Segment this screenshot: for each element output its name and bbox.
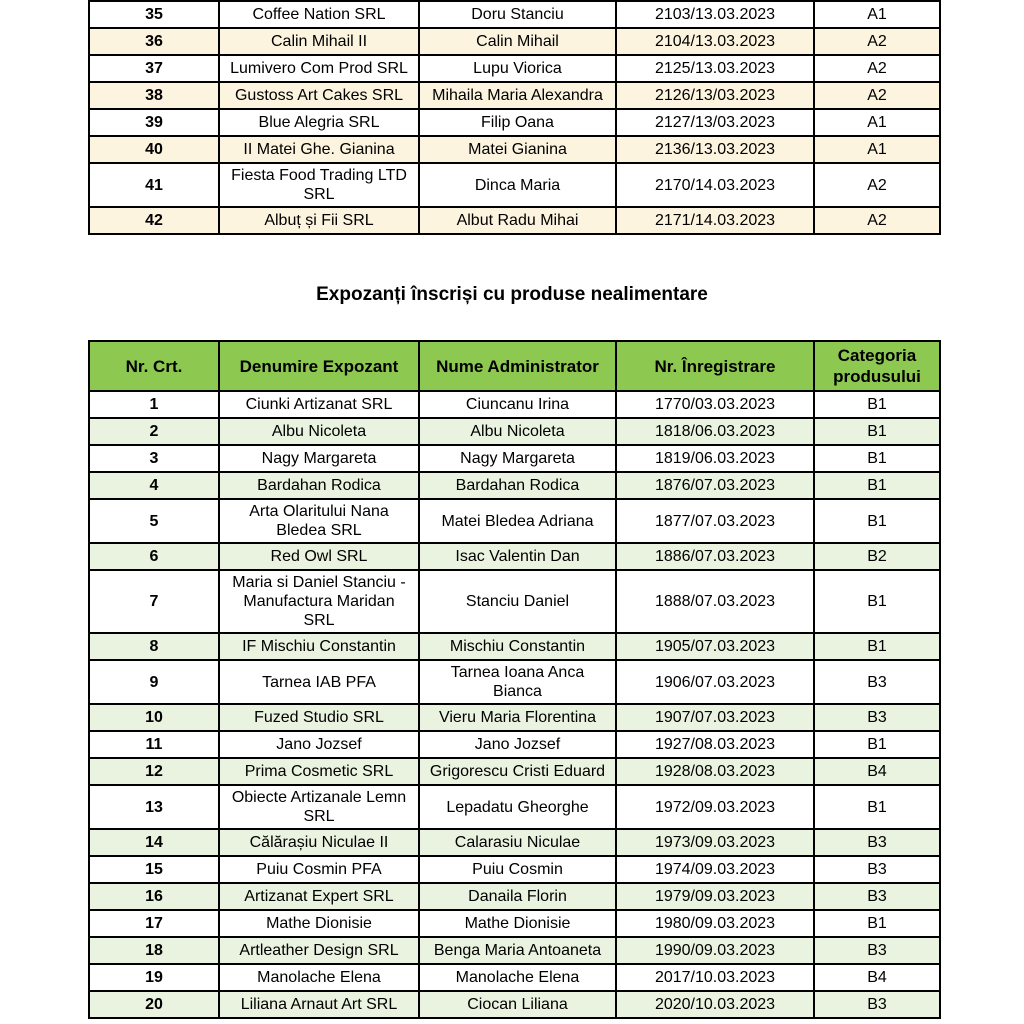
cell-nr-inregistrare: 1818/06.03.2023 [616, 418, 814, 445]
cell-nume-administrator: Benga Maria Antoaneta [419, 937, 616, 964]
cell-nume-administrator: Nagy Margareta [419, 445, 616, 472]
cell-denumire-expozant: Fuzed Studio SRL [219, 704, 419, 731]
cell-categoria-produsului: A2 [814, 55, 940, 82]
cell-denumire-expozant: Prima Cosmetic SRL [219, 758, 419, 785]
cell-nume-administrator: Matei Gianina [419, 136, 616, 163]
cell-denumire-expozant: Albuț și Fii SRL [219, 207, 419, 234]
cell-nr-inregistrare: 2017/10.03.2023 [616, 964, 814, 991]
cell-nume-administrator: Mischiu Constantin [419, 633, 616, 660]
table-row [89, 163, 940, 207]
cell-nr-crt: 37 [89, 55, 219, 82]
table-row [89, 570, 940, 633]
cell-denumire-expozant: Tarnea IAB PFA [219, 660, 419, 704]
cell-nr-crt: 12 [89, 758, 219, 785]
cell-categoria-produsului: B1 [814, 910, 940, 937]
cell-nume-administrator: Matei Bledea Adriana [419, 499, 616, 543]
cell-nume-administrator: Albut Radu Mihai [419, 207, 616, 234]
cell-nume-administrator: Stanciu Daniel [419, 570, 616, 633]
column-header-nr-crt: Nr. Crt. [89, 341, 219, 391]
column-header-denumire-expozant: Denumire Expozant [219, 341, 419, 391]
cell-nr-crt: 6 [89, 543, 219, 570]
cell-nr-crt: 5 [89, 499, 219, 543]
cell-nr-crt: 8 [89, 633, 219, 660]
cell-nume-administrator: Mathe Dionisie [419, 910, 616, 937]
table-row [89, 731, 940, 758]
cell-categoria-produsului: B1 [814, 445, 940, 472]
table-row [89, 418, 940, 445]
cell-nr-inregistrare: 1876/07.03.2023 [616, 472, 814, 499]
cell-denumire-expozant: Bardahan Rodica [219, 472, 419, 499]
cell-nr-inregistrare: 1927/08.03.2023 [616, 731, 814, 758]
cell-denumire-expozant: Red Owl SRL [219, 543, 419, 570]
cell-categoria-produsului: B1 [814, 570, 940, 633]
cell-categoria-produsului: B1 [814, 499, 940, 543]
cell-nr-crt: 20 [89, 991, 219, 1018]
food-products-table [88, 0, 941, 235]
cell-nr-inregistrare: 1819/06.03.2023 [616, 445, 814, 472]
cell-nr-inregistrare: 2104/13.03.2023 [616, 28, 814, 55]
cell-categoria-produsului: B3 [814, 704, 940, 731]
cell-nume-administrator: Danaila Florin [419, 883, 616, 910]
cell-nr-inregistrare: 1974/09.03.2023 [616, 856, 814, 883]
cell-nr-crt: 38 [89, 82, 219, 109]
column-header-nr-inregistrare: Nr. Înregistrare [616, 341, 814, 391]
cell-denumire-expozant: Calin Mihail II [219, 28, 419, 55]
cell-nume-administrator: Isac Valentin Dan [419, 543, 616, 570]
table-row [89, 109, 940, 136]
cell-categoria-produsului: B1 [814, 785, 940, 829]
cell-nr-inregistrare: 1886/07.03.2023 [616, 543, 814, 570]
cell-nr-crt: 10 [89, 704, 219, 731]
cell-denumire-expozant: Jano Jozsef [219, 731, 419, 758]
cell-nume-administrator: Grigorescu Cristi Eduard [419, 758, 616, 785]
cell-nr-inregistrare: 2136/13.03.2023 [616, 136, 814, 163]
cell-denumire-expozant: Fiesta Food Trading LTD SRL [219, 163, 419, 207]
cell-categoria-produsului: B4 [814, 758, 940, 785]
cell-denumire-expozant: Arta Olaritului Nana Bledea SRL [219, 499, 419, 543]
cell-nume-administrator: Doru Stanciu [419, 1, 616, 28]
cell-categoria-produsului: B3 [814, 829, 940, 856]
cell-nr-crt: 36 [89, 28, 219, 55]
cell-nume-administrator: Manolache Elena [419, 964, 616, 991]
cell-nume-administrator: Tarnea Ioana Anca Bianca [419, 660, 616, 704]
cell-nr-crt: 35 [89, 1, 219, 28]
cell-denumire-expozant: Puiu Cosmin PFA [219, 856, 419, 883]
cell-nr-inregistrare: 2171/14.03.2023 [616, 207, 814, 234]
table-row [89, 207, 940, 234]
cell-denumire-expozant: IF Mischiu Constantin [219, 633, 419, 660]
column-header-nume-administrator: Nume Administrator [419, 341, 616, 391]
cell-nr-inregistrare: 2020/10.03.2023 [616, 991, 814, 1018]
cell-denumire-expozant: Liliana Arnaut Art SRL [219, 991, 419, 1018]
table-row [89, 964, 940, 991]
cell-nr-inregistrare: 2125/13.03.2023 [616, 55, 814, 82]
cell-nr-inregistrare: 1990/09.03.2023 [616, 937, 814, 964]
cell-nr-inregistrare: 1972/09.03.2023 [616, 785, 814, 829]
cell-nr-inregistrare: 2170/14.03.2023 [616, 163, 814, 207]
cell-nume-administrator: Filip Oana [419, 109, 616, 136]
cell-nr-crt: 2 [89, 418, 219, 445]
cell-denumire-expozant: Nagy Margareta [219, 445, 419, 472]
nonfood-products-table [88, 340, 941, 1019]
cell-nume-administrator: Mihaila Maria Alexandra [419, 82, 616, 109]
cell-nr-crt: 18 [89, 937, 219, 964]
table-row [89, 785, 940, 829]
cell-categoria-produsului: B3 [814, 937, 940, 964]
cell-denumire-expozant: Blue Alegria SRL [219, 109, 419, 136]
cell-nr-inregistrare: 1907/07.03.2023 [616, 704, 814, 731]
table-row [89, 758, 940, 785]
cell-nr-inregistrare: 1928/08.03.2023 [616, 758, 814, 785]
cell-categoria-produsului: B1 [814, 731, 940, 758]
cell-nr-crt: 41 [89, 163, 219, 207]
cell-denumire-expozant: Maria si Daniel Stanciu - Manufactura Maridan SRL [219, 570, 419, 633]
cell-categoria-produsului: B3 [814, 856, 940, 883]
cell-categoria-produsului: B1 [814, 391, 940, 418]
cell-nr-inregistrare: 1877/07.03.2023 [616, 499, 814, 543]
cell-nr-crt: 9 [89, 660, 219, 704]
table-row [89, 136, 940, 163]
cell-nr-inregistrare: 2126/13/03.2023 [616, 82, 814, 109]
cell-denumire-expozant: Coffee Nation SRL [219, 1, 419, 28]
cell-categoria-produsului: B1 [814, 633, 940, 660]
table-row [89, 472, 940, 499]
cell-categoria-produsului: A1 [814, 136, 940, 163]
cell-nr-inregistrare: 1979/09.03.2023 [616, 883, 814, 910]
table-row [89, 937, 940, 964]
cell-nume-administrator: Jano Jozsef [419, 731, 616, 758]
table-row [89, 883, 940, 910]
cell-denumire-expozant: Lumivero Com Prod SRL [219, 55, 419, 82]
cell-nr-crt: 16 [89, 883, 219, 910]
cell-categoria-produsului: A1 [814, 1, 940, 28]
nonfood-table-body [89, 391, 940, 1018]
cell-nr-inregistrare: 1905/07.03.2023 [616, 633, 814, 660]
table-row [89, 991, 940, 1018]
table-row [89, 82, 940, 109]
table-row [89, 910, 940, 937]
cell-categoria-produsului: B1 [814, 472, 940, 499]
table-row [89, 829, 940, 856]
table-row [89, 1, 940, 28]
cell-categoria-produsului: A2 [814, 28, 940, 55]
cell-denumire-expozant: Manolache Elena [219, 964, 419, 991]
cell-categoria-produsului: B2 [814, 543, 940, 570]
cell-nume-administrator: Vieru Maria Florentina [419, 704, 616, 731]
cell-denumire-expozant: Mathe Dionisie [219, 910, 419, 937]
table-row [89, 660, 940, 704]
cell-categoria-produsului: B1 [814, 418, 940, 445]
cell-nr-inregistrare: 2127/13/03.2023 [616, 109, 814, 136]
cell-denumire-expozant: Artizanat Expert SRL [219, 883, 419, 910]
cell-denumire-expozant: Artleather Design SRL [219, 937, 419, 964]
cell-nume-administrator: Ciocan Liliana [419, 991, 616, 1018]
cell-denumire-expozant: Albu Nicoleta [219, 418, 419, 445]
table-row [89, 633, 940, 660]
table-row [89, 499, 940, 543]
cell-nr-crt: 7 [89, 570, 219, 633]
table-row [89, 445, 940, 472]
cell-nr-crt: 14 [89, 829, 219, 856]
cell-nr-inregistrare: 1888/07.03.2023 [616, 570, 814, 633]
cell-denumire-expozant: II Matei Ghe. Gianina [219, 136, 419, 163]
cell-nr-crt: 19 [89, 964, 219, 991]
cell-nr-crt: 42 [89, 207, 219, 234]
cell-nume-administrator: Albu Nicoleta [419, 418, 616, 445]
cell-nume-administrator: Calin Mihail [419, 28, 616, 55]
cell-nume-administrator: Calarasiu Niculae [419, 829, 616, 856]
table-row [89, 28, 940, 55]
cell-categoria-produsului: A2 [814, 163, 940, 207]
cell-nr-crt: 3 [89, 445, 219, 472]
cell-categoria-produsului: A2 [814, 82, 940, 109]
cell-nr-inregistrare: 1906/07.03.2023 [616, 660, 814, 704]
cell-nr-crt: 4 [89, 472, 219, 499]
header-row [89, 341, 940, 391]
cell-nr-crt: 15 [89, 856, 219, 883]
cell-categoria-produsului: B3 [814, 660, 940, 704]
food-table-body [89, 1, 940, 234]
nonfood-table-header [89, 341, 940, 391]
cell-nume-administrator: Dinca Maria [419, 163, 616, 207]
cell-nr-inregistrare: 1973/09.03.2023 [616, 829, 814, 856]
cell-nume-administrator: Lepadatu Gheorghe [419, 785, 616, 829]
cell-nume-administrator: Lupu Viorica [419, 55, 616, 82]
cell-nr-crt: 11 [89, 731, 219, 758]
cell-nume-administrator: Ciuncanu Irina [419, 391, 616, 418]
column-header-categoria-produsului: Categoria produsului [814, 341, 940, 391]
table-row [89, 704, 940, 731]
table-row [89, 856, 940, 883]
cell-nr-crt: 39 [89, 109, 219, 136]
cell-denumire-expozant: Gustoss Art Cakes SRL [219, 82, 419, 109]
cell-nume-administrator: Bardahan Rodica [419, 472, 616, 499]
cell-categoria-produsului: B3 [814, 883, 940, 910]
cell-nr-crt: 17 [89, 910, 219, 937]
table-row [89, 543, 940, 570]
cell-categoria-produsului: B3 [814, 991, 940, 1018]
cell-denumire-expozant: Călărașiu Niculae II [219, 829, 419, 856]
section-title: Expozanți înscriși cu produse nealimentare [316, 284, 708, 305]
cell-categoria-produsului: A2 [814, 207, 940, 234]
table-row [89, 55, 940, 82]
cell-nr-crt: 1 [89, 391, 219, 418]
cell-nr-inregistrare: 1770/03.03.2023 [616, 391, 814, 418]
table-row [89, 391, 940, 418]
cell-denumire-expozant: Obiecte Artizanale Lemn SRL [219, 785, 419, 829]
cell-nr-inregistrare: 1980/09.03.2023 [616, 910, 814, 937]
cell-nr-crt: 40 [89, 136, 219, 163]
cell-nr-crt: 13 [89, 785, 219, 829]
cell-categoria-produsului: B4 [814, 964, 940, 991]
cell-categoria-produsului: A1 [814, 109, 940, 136]
cell-nr-inregistrare: 2103/13.03.2023 [616, 1, 814, 28]
cell-denumire-expozant: Ciunki Artizanat SRL [219, 391, 419, 418]
cell-nume-administrator: Puiu Cosmin [419, 856, 616, 883]
